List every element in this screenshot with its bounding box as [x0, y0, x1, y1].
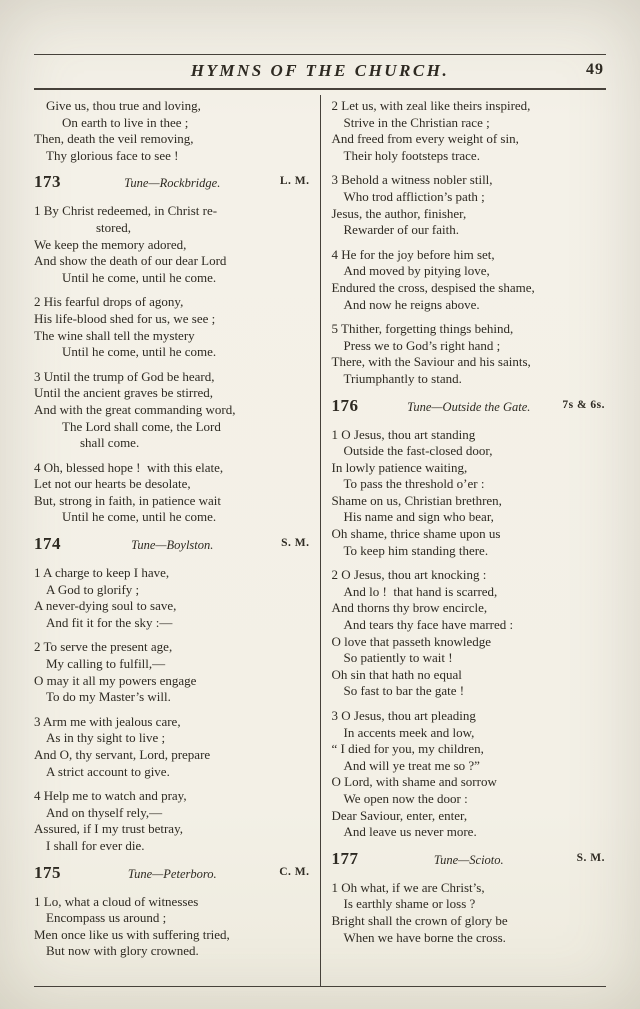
stanza-line: 1 Lo, what a cloud of witnesses — [34, 893, 199, 909]
stanza-line: The wine shall tell the mystery — [34, 327, 195, 343]
stanza-line: Until he come, until he come. — [62, 509, 217, 525]
stanza — [34, 565, 311, 631]
hymn-heading — [332, 849, 607, 871]
stanza-line: Until he come, until he come. — [62, 269, 217, 285]
stanza — [34, 294, 311, 360]
stanza-line: 1 A charge to keep I have, — [34, 565, 170, 581]
stanza — [34, 894, 311, 960]
stanza-line: 4 Oh, blessed hope ! with this elate, — [34, 459, 224, 475]
stanza-line: As in thy sight to live ; — [46, 730, 166, 746]
stanza-line: 3 Until the trump of God be heard, — [34, 368, 215, 384]
stanza-line: O may it all my powers engage — [34, 672, 197, 688]
hymn-heading — [34, 534, 311, 556]
stanza-line: Endured the cross, despised the shame, — [331, 279, 535, 295]
hymn-tune-name: Tune—Scioto. — [433, 852, 504, 867]
stanza-line: And lo ! that hand is scarred, — [343, 583, 498, 599]
hymn-tune-name: Tune—Rockbridge. — [124, 176, 221, 191]
stanza-line: Then, death the veil removing, — [34, 131, 194, 147]
stanza — [34, 369, 311, 452]
hymn-number: 176 — [331, 395, 359, 415]
hymn-tune-name: Tune—Outside the Gate. — [407, 399, 531, 414]
stanza-line: Until the ancient graves be stirred, — [34, 385, 214, 401]
stanza-line: shall come. — [80, 435, 140, 451]
stanza-line: And freed from every weight of sin, — [331, 131, 519, 147]
stanza-line: Thy glorious face to see ! — [46, 147, 179, 163]
stanza-line: To pass the threshold o’er : — [343, 476, 485, 492]
stanza — [34, 639, 311, 705]
stanza-line: Bright shall the crown of glory be — [331, 912, 508, 928]
stanza-line: To do my Master’s will. — [46, 689, 171, 705]
stanza — [332, 567, 607, 700]
stanza-line: Oh shame, thrice shame upon us — [331, 526, 501, 542]
header-rule — [34, 88, 606, 90]
hymn-meter: L. M. — [279, 175, 310, 188]
stanza-line: And on thyself rely,— — [46, 804, 163, 820]
stanza-line: Their holy footsteps trace. — [343, 147, 480, 163]
stanza-line: The Lord shall come, the Lord — [62, 418, 221, 434]
hymn-number: 177 — [331, 848, 359, 868]
stanza-line: And with the great commanding word, — [34, 401, 236, 417]
hymn-number: 175 — [34, 862, 61, 882]
stanza-line: And thorns thy brow encircle, — [331, 600, 488, 616]
hymn-tune-name: Tune—Peterboro. — [127, 866, 217, 881]
stanza — [332, 880, 607, 946]
stanza-line: There, with the Saviour and his saints, — [331, 354, 531, 370]
stanza-line: We keep the memory adored, — [34, 236, 187, 252]
stanza — [34, 788, 311, 854]
stanza-line: A strict account to give. — [46, 763, 170, 779]
stanza-line: Press we to God’s right hand ; — [343, 337, 501, 353]
stanza-line: 1 By Christ redeemed, in Christ re- — [34, 203, 218, 219]
stanza-line: His name and sign who bear, — [343, 509, 494, 525]
stanza-line: Give us, thou true and loving, — [46, 98, 201, 113]
stanza-line: 2 To serve the present age, — [34, 639, 173, 655]
stanza-line: Men once like us with suffering tried, — [34, 926, 230, 942]
stanza-line: Oh sin that hath no equal — [331, 666, 462, 682]
stanza-line: Assured, if I my trust betray, — [34, 821, 183, 837]
hymn-heading — [34, 172, 311, 194]
stanza-line: Who trod affliction’s path ; — [343, 188, 485, 204]
hymn-tune-name: Tune—Boylston. — [131, 538, 214, 553]
stanza-line: 1 Oh what, if we are Christ’s, — [331, 879, 485, 895]
hymn-heading — [34, 863, 311, 885]
stanza-line: 2 O Jesus, thou art knocking : — [331, 567, 487, 583]
stanza-line: Outside the fast-closed door, — [343, 443, 493, 459]
stanza-line: And will ye treat me so ?” — [343, 757, 480, 773]
stanza-line: My calling to fulfill,— — [46, 656, 166, 672]
stanza — [34, 98, 311, 164]
stanza-line: 3 Behold a witness nobler still, — [331, 172, 493, 188]
stanza-line: And fit it for the sky :— — [46, 614, 173, 630]
stanza-line: And show the death of our dear Lord — [34, 253, 227, 269]
stanza-line: Jesus, the author, finisher, — [331, 205, 467, 221]
stanza — [34, 714, 311, 780]
stanza-line: Shame on us, Christian brethren, — [331, 492, 502, 508]
hymn-heading — [332, 396, 607, 418]
stanza-line: 1 O Jesus, thou art standing — [331, 426, 476, 442]
hymn-meter: S. M. — [576, 851, 605, 864]
stanza-line: Let not our hearts be desolate, — [34, 476, 191, 492]
stanza-line: Dear Saviour, enter, enter, — [331, 807, 468, 823]
columns — [34, 95, 606, 986]
stanza-line: And leave us never more. — [343, 824, 477, 840]
stanza-line: So fast to bar the gate ! — [343, 683, 465, 699]
stanza-line: Until he come, until he come. — [62, 344, 217, 360]
stanza-line: And tears thy face have marred : — [343, 617, 514, 633]
stanza-line: And moved by pitying love, — [343, 263, 490, 279]
page-title: HYMNS OF THE CHURCH. — [190, 61, 450, 80]
hymn-number: 173 — [34, 172, 61, 192]
stanza-line: Strive in the Christian race ; — [343, 114, 490, 130]
stanza-line: But, strong in faith, in patience wait — [34, 492, 222, 508]
bottom-rule — [34, 986, 606, 987]
stanza-line: Rewarder of our faith. — [343, 222, 460, 238]
stanza-line: “ I died for you, my children, — [331, 741, 484, 757]
stanza-line: On earth to live in thee ; — [62, 114, 189, 130]
stanza-line: Encompass us around ; — [46, 910, 167, 926]
stanza-line: When we have borne the cross. — [343, 929, 506, 945]
column-right — [321, 95, 607, 986]
stanza-line: I shall for ever die. — [46, 837, 145, 853]
stanza-line: A God to glorify ; — [46, 581, 140, 597]
stanza-line: 2 Let us, with zeal like theirs inspired, — [331, 98, 531, 113]
hymn-meter: 7s & 6s. — [562, 398, 605, 411]
stanza-line: 5 Thither, forgetting things behind, — [331, 321, 514, 337]
stanza-line: 3 Arm me with jealous care, — [34, 713, 181, 729]
stanza — [332, 247, 607, 313]
stanza-line: A never-dying soul to save, — [34, 598, 177, 614]
stanza — [332, 427, 607, 560]
stanza-line: O love that passeth knowledge — [331, 633, 492, 649]
column-left — [34, 95, 320, 986]
stanza-line: And O, thy servant, Lord, prepare — [34, 747, 211, 762]
stanza-line: Triumphantly to stand. — [343, 370, 462, 386]
stanza-line: But now with glory crowned. — [46, 943, 199, 959]
stanza-line: In lowly patience waiting, — [331, 459, 468, 475]
stanza-line: In accents meek and low, — [343, 724, 475, 740]
stanza-line: 2 His fearful drops of agony, — [34, 294, 184, 310]
stanza-line: His life-blood shed for us, we see ; — [34, 310, 216, 326]
stanza-line: 3 O Jesus, thou art pleading — [331, 708, 476, 723]
hymn-number: 174 — [34, 534, 61, 554]
stanza-line: 4 Help me to watch and pray, — [34, 788, 187, 804]
stanza — [332, 172, 607, 238]
stanza-line: 4 He for the joy before him set, — [331, 246, 495, 262]
hymn-meter: C. M. — [279, 865, 310, 878]
stanza-line: Is earthly shame or loss ? — [343, 896, 476, 912]
stanza-line: And now he reigns above. — [343, 296, 480, 312]
stanza-line: We open now the door : — [343, 790, 468, 806]
stanza-line: O Lord, with shame and sorrow — [331, 774, 497, 790]
stanza — [332, 321, 607, 387]
hymn-meter: S. M. — [281, 537, 310, 550]
stanza — [332, 708, 607, 841]
stanza — [34, 203, 311, 286]
page-header — [34, 56, 606, 88]
page-number: 49 — [586, 61, 604, 78]
stanza-line: To keep him standing there. — [343, 542, 489, 558]
stanza-line: stored, — [96, 219, 132, 235]
stanza — [34, 460, 311, 526]
top-rule — [34, 54, 606, 55]
stanza — [332, 98, 607, 164]
stanza-line: So patiently to wait ! — [343, 650, 453, 666]
